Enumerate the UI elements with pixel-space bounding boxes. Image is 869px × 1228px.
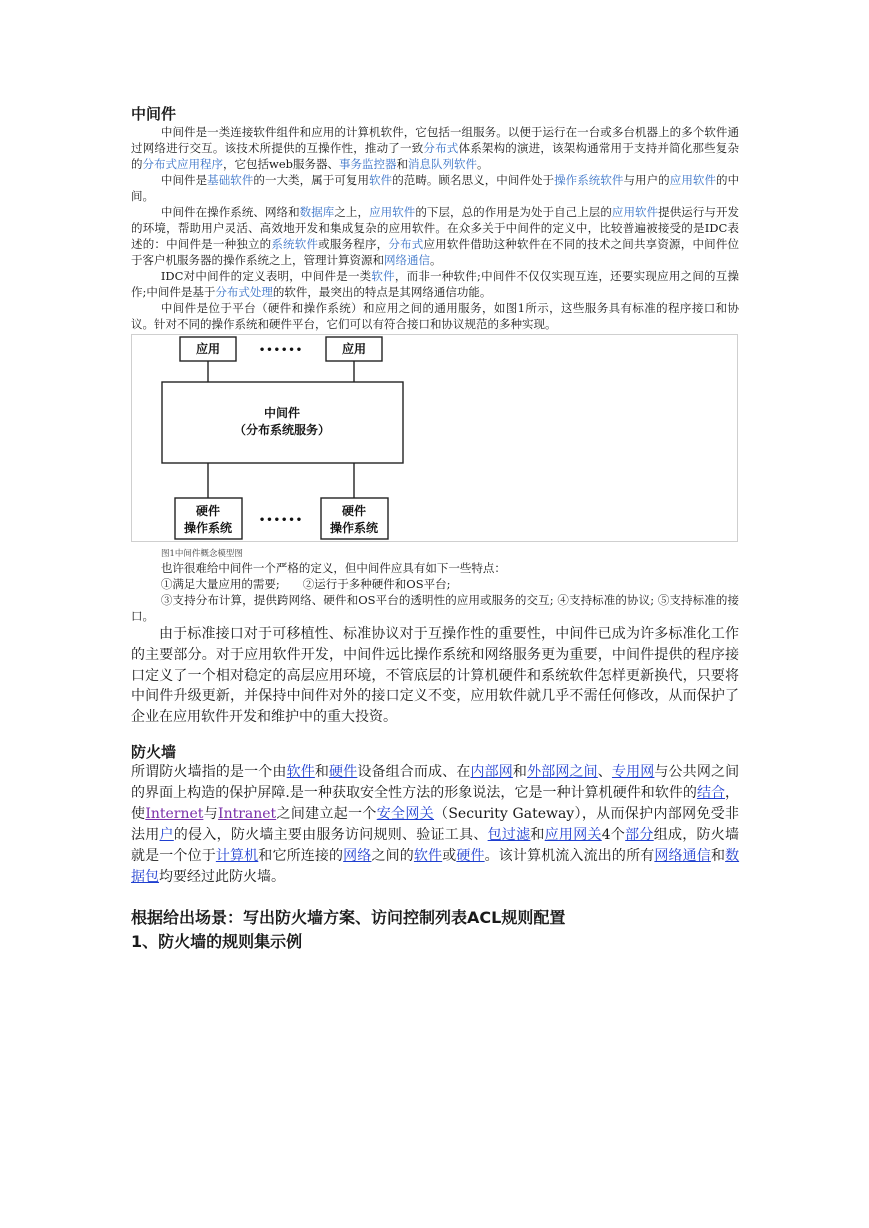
link-tx-monitor[interactable]: 事务监控器 (339, 157, 397, 171)
link-intranet[interactable]: 内部网 (470, 763, 513, 780)
app-label-right: 应用 (341, 342, 367, 356)
link-os-software[interactable]: 操作系统软件 (554, 173, 624, 187)
middleware-paragraph-8: ③支持分布计算，提供跨网络、硬件和OS平台的透明性的应用或服务的交互; ④支持标准的协议; ⑤支持标准的接口。 (131, 593, 739, 623)
link-distributed[interactable]: 分布式 (388, 237, 424, 251)
link-base-software[interactable]: 基础软件 (207, 173, 254, 187)
middleware-paragraph-7: ①满足大量应用的需要; ②运行于多种硬件和OS平台; (160, 577, 451, 591)
link-software[interactable]: 软件 (413, 847, 443, 864)
middleware-paragraph-9: 由于标准接口对于可移植性、标准协议对于互操作性的重要性，中间件已成为许多标准化工作的主要部分。对于应用软件开发，中间件远比操作系统和网络服务更为重要，中间件提供的程序接口定义了一个相对稳定的高层应用环境，不管底层的计算机硬件和系统软件怎样更新换代，只要将中间件升级更新，并保持中间件对外的接口定义不变，应用软件就几乎不需任何修改，从而保护了企业在应用软件开发和维护中的重大投资。 (131, 626, 739, 726)
middleware-paragraph-5: 中间件是位于平台（硬件和操作系统）和应用之间的通用服务，如图1所示，这些服务具有标准的程序接口和协议。针对不同的操作系统和硬件平台，它们可以有符合接口和协议规范的多种实现。 (131, 301, 739, 331)
link-user[interactable]: 户 (159, 826, 174, 843)
link-software[interactable]: 软件 (371, 269, 395, 283)
diagram-canvas (132, 335, 737, 541)
link-app-software[interactable]: 应用软件 (611, 205, 659, 219)
hw-ellipsis: •••••• (258, 515, 304, 526)
rule-set-heading: 1、防火墙的规则集示例 (131, 931, 303, 951)
link-system-software[interactable]: 系统软件 (271, 237, 319, 251)
link-part[interactable]: 部分 (625, 826, 654, 843)
link-app-software[interactable]: 应用软件 (669, 173, 717, 187)
os-label-left: 操作系统 (183, 521, 233, 535)
link-software[interactable]: 软件 (286, 763, 315, 780)
middleware-paragraph-2: 中间件是基础软件的一大类，属于可复用软件的范畴。顾名思义，中间件处于操作系统软件与用户的应用软件的中间。 (131, 173, 740, 203)
middleware-paragraph-4: IDC对中间件的定义表明，中间件是一类软件，而非一种软件;中间件不仅仅实现互连，还要实现应用之间的互操作;中间件是基于分布式处理的软件，最突出的特点是其网络通信功能。 (131, 269, 740, 299)
link-internet[interactable]: Internet (145, 805, 204, 822)
middleware-sublabel: （分布系统服务） (233, 423, 331, 437)
os-label-right: 操作系统 (329, 521, 379, 535)
link-network-comm[interactable]: 网络通信 (384, 253, 430, 267)
middleware-label: 中间件 (263, 406, 301, 420)
link-app-software[interactable]: 应用软件 (369, 205, 416, 219)
link-extranet[interactable]: 外部网之间 (527, 763, 598, 780)
link-hardware[interactable]: 硬件 (456, 847, 485, 864)
hw-label-left: 硬件 (195, 504, 221, 518)
scenario-heading: 根据给出场景：写出防火墙方案、访问控制列表ACL规则配置 (131, 907, 566, 927)
link-intranet-en[interactable]: Intranet (218, 805, 277, 822)
middleware-paragraph-6: 也许很难给中间件一个严格的定义，但中间件应具有如下一些特点： (160, 561, 506, 575)
link-data-packet[interactable]: 数据包 (131, 847, 740, 885)
link-network[interactable]: 网络 (343, 847, 372, 864)
link-combination[interactable]: 结合 (696, 784, 726, 801)
figure-caption: 图1中间件概念模型图 (161, 549, 243, 559)
section-title-firewall: 防火墙 (131, 742, 177, 761)
link-hardware[interactable]: 硬件 (329, 763, 358, 780)
link-mq-software[interactable]: 消息队列软件 (408, 157, 478, 171)
link-security-gateway[interactable]: 安全网关 (376, 805, 435, 822)
link-private-net[interactable]: 专用网 (611, 763, 655, 780)
middleware-concept-diagram (131, 334, 738, 542)
link-database[interactable]: 数据库 (299, 205, 335, 219)
firewall-paragraph: 所谓防火墙指的是一个由软件和硬件设备组合而成、在内部网和外部网之间、专用网与公共网之间的界面上构造的保护屏障.是一种获取安全性方法的形象说法，它是一种计算机硬件和软件的结合，使Internet与Intranet之间建立起一个安全网关（Security Gateway），从而保护内部网免受非法用户的侵入，防火墙主要由服务访问规则、验证工具、包过滤和应用网关4个部分组成，防火墙就是一个位于计算机和它所连接的网络之间的软件或硬件。该计算机流入流出的所有网络通信和数据包均要经过此防火墙。 (131, 763, 740, 885)
middleware-paragraph-1: 中间件是一类连接软件组件和应用的计算机软件，它包括一组服务。以便于运行在一台或多台机器上的多个软件通过网络进行交互。该技术所提供的互操作性，推动了一致分布式体系架构的演进，该架构通常用于支持并简化那些复杂的分布式应用程序，它包括web服务器、事务监控器和消息队列软件。 (131, 125, 740, 171)
link-app-gateway[interactable]: 应用网关 (544, 826, 602, 843)
hw-label-right: 硬件 (341, 504, 367, 518)
link-distributed-processing[interactable]: 分布式处理 (215, 285, 273, 299)
link-network-comm[interactable]: 网络通信 (654, 847, 711, 864)
link-distributed[interactable]: 分布式 (423, 141, 459, 155)
link-packet-filter[interactable]: 包过滤 (487, 826, 531, 843)
document-page (131, 104, 739, 954)
section-title-middleware: 中间件 (131, 105, 177, 123)
middleware-paragraph-3: 中间件在操作系统、网络和数据库之上，应用软件的下层，总的作用是为处于自己上层的应用软件提供运行与开发的环境，帮助用户灵活、高效地开发和集成复杂的应用软件。在众多关于中间件的定义中，比较普遍被接受的是IDC表述的：中间件是一种独立的系统软件或服务程序，分布式应用软件借助这种软件在不同的技术之间共享资源，中间件位于客户机服务器的操作系统之上，管理计算资源和网络通信。 (131, 205, 740, 267)
link-computer[interactable]: 计算机 (215, 847, 259, 864)
app-ellipsis: •••••• (258, 345, 304, 356)
app-label-left: 应用 (195, 342, 221, 356)
link-software[interactable]: 软件 (369, 173, 393, 187)
link-distributed-app[interactable]: 分布式应用程序 (142, 157, 223, 171)
